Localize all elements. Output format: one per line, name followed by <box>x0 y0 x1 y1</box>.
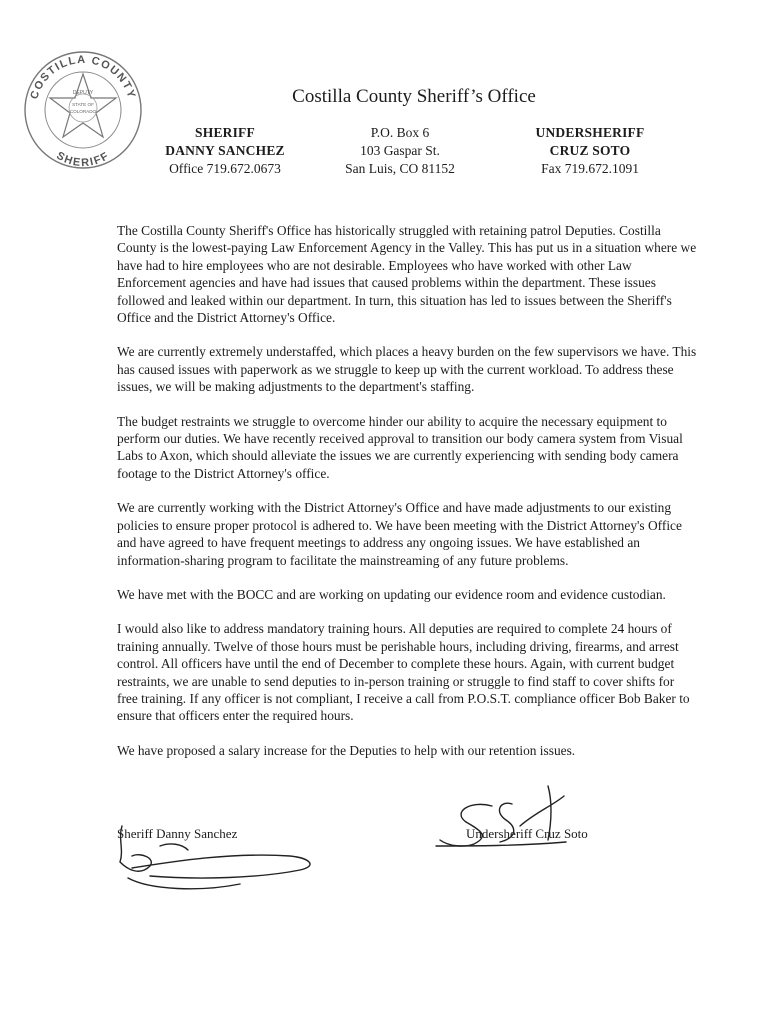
seal-star-text-1: DEPUTY <box>72 90 94 96</box>
seal-ring-bottom-text: SHERIFF <box>54 149 112 170</box>
seal-ring-top-text: COSTILLA COUNTY <box>28 53 138 101</box>
sheriff-signature-label: Sheriff Danny Sanchez <box>117 826 238 841</box>
undersheriff-contact-block <box>520 124 660 178</box>
address-block <box>330 124 470 178</box>
sheriff-contact-block <box>150 124 300 178</box>
paragraph-5: We have met with the BOCC and are working on updating our evidence room and evidence custodian. <box>117 586 666 602</box>
sheriff-badge-seal-icon <box>22 44 144 178</box>
sheriff-badge-seal-graphic <box>22 44 144 178</box>
seal-star-text-3: COLORADO <box>69 109 97 114</box>
svg-text:SHERIFF <box>54 150 111 169</box>
paragraph-4: We are currently working with the District Attorney's Office and have made adjustments to our existing policies to ensure proper protocol is adhered to. We have been meeting with the District Attorney's Office and have agreed to have frequent meetings to address any ongoing issues. We have established an information-sharing program to facilitate the mainstreaming of any future problems. <box>117 500 682 568</box>
letter-body <box>117 222 697 776</box>
address-line-2: 103 Gaspar St. <box>360 143 440 158</box>
paragraph-3: The budget restraints we struggle to overcome hinder our ability to acquire the necessary equipment to perform our duties. We have recently received approval to transition our body camera system from Visual Labs to Axon, which should alleviate the issues we are currently experiencing with sending body camera footage to the District Attorney's office. <box>117 413 683 481</box>
paragraph-7: We have proposed a salary increase for the Deputies to help with our retention issues. <box>117 742 576 758</box>
paragraph-1: The Costilla County Sheriff's Office has historically struggled with retaining patrol Deputies. Costilla County is the lowest-paying Law Enforcement Agency in the Valley. This has put us in a situation where we have had to hire employees who are not desirable. Employees who have worked with other Law Enforcement agencies and have had issues that caused problems within the department. These issues followed and leaked within our department. In turn, this situation has led to issues between the Sheriff's Office and the District Attorney's Office. <box>117 223 697 326</box>
office-title: Costilla County Sheriff’s Office <box>292 86 536 107</box>
undersheriff-role: UNDERSHERIFF <box>535 125 645 140</box>
undersheriff-name: CRUZ SOTO <box>549 143 631 158</box>
seal-star-text-2: STATE OF <box>72 102 94 107</box>
fax-number: Fax 719.672.1091 <box>541 161 639 176</box>
sheriff-phone: Office 719.672.0673 <box>169 161 281 176</box>
address-line-1: P.O. Box 6 <box>370 125 430 140</box>
paragraph-2: We are currently extremely understaffed, which places a heavy burden on the few supervisors we have. This has caused issues with paperwork as we struggle to keep up with the current workload. To address these issues, we will be making adjustments to the department's staffing. <box>117 344 697 395</box>
undersheriff-signature-label: Undersheriff Cruz Soto <box>466 826 588 841</box>
address-line-3: San Luis, CO 81152 <box>345 161 455 176</box>
sheriff-role: SHERIFF <box>195 125 255 140</box>
paragraph-6: I would also like to address mandatory training hours. All deputies are required to complete 24 hours of training annually. Twelve of those hours must be perishable hours, including driving, firearms, and arrest control. All officers have until the end of December to complete these hours. Again, with current budget restraints, we are unable to send deputies to in-person training or struggle to find staff to cover shifts for free training. If any officer is not compliant, I receive a call from P.O.S.T. compliance officer Bob Baker to ensure that officers enter the required hours. <box>117 621 690 724</box>
sheriff-name: DANNY SANCHEZ <box>165 143 285 158</box>
